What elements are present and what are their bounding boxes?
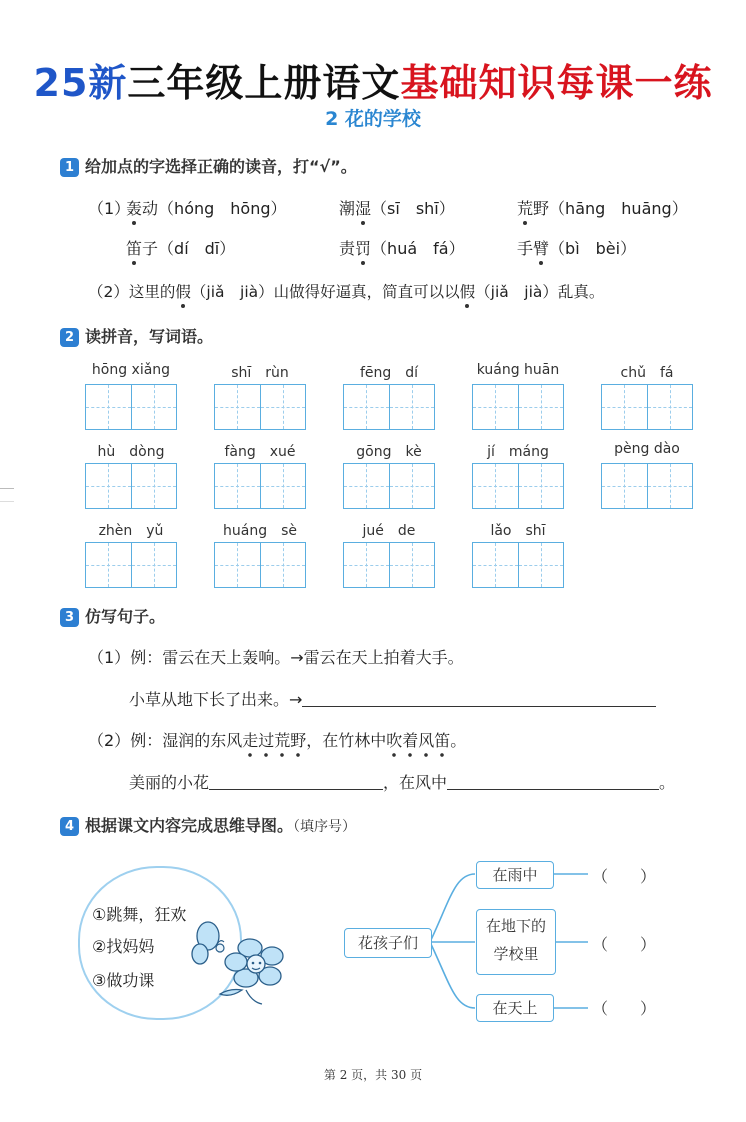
pinyin-options[interactable]: hāng huāng <box>565 199 672 218</box>
q4-prompt: 根据课文内容完成思维导图。 <box>85 816 294 835</box>
q3-prompt: 仿写句子。 <box>85 607 166 626</box>
writing-grid[interactable] <box>85 384 177 430</box>
q2-prompt: 读拼音，写词语。 <box>85 327 214 346</box>
pinyin-label: zhèn yǔ <box>98 523 164 539</box>
word-grid-item <box>472 520 564 588</box>
pinyin-label: lǎo shī <box>490 523 546 539</box>
writing-grid[interactable] <box>472 542 564 588</box>
writing-grid[interactable] <box>601 463 693 509</box>
lesson-title: 2 花的学校 <box>325 108 421 130</box>
q1-word-hongdong: 轰动（hóng hōng） <box>126 199 287 218</box>
pinyin-options[interactable]: bì bèi <box>565 239 621 258</box>
answer-blank[interactable] <box>209 789 383 790</box>
pinyin-label: fēng dí <box>359 365 419 381</box>
title-year: 25新 <box>33 61 128 105</box>
mind-map-branch-rain: 在雨中 <box>476 861 554 889</box>
answer-blank[interactable] <box>447 789 659 790</box>
pinyin-options[interactable]: hóng hōng <box>174 199 271 218</box>
dotted-phrase: 吹着风笛 <box>386 731 450 758</box>
writing-grid[interactable] <box>472 463 564 509</box>
writing-grid[interactable] <box>85 463 177 509</box>
q1-word-zefa: 责罚（huá fá） <box>339 239 465 258</box>
q1-word-huangye: 荒野（hāng huāng） <box>517 199 688 218</box>
pinyin-label: gōng kè <box>356 444 422 460</box>
word-grid-item <box>214 441 306 509</box>
q1-number-badge: 1 <box>60 158 79 177</box>
q1-word-chaoshi: 潮湿（sī shī） <box>339 199 455 218</box>
word-grid-item <box>214 520 306 588</box>
writing-grid[interactable] <box>343 463 435 509</box>
title-series: 基础知识每课一练 <box>400 61 713 105</box>
q1-word-dizi: 笛子（dí dī） <box>126 239 236 258</box>
pinyin-label: kuáng huān <box>476 362 560 378</box>
pinyin-label: fàng xué <box>224 444 296 460</box>
word-grid-item <box>85 441 177 509</box>
title-grade: 三年级上册语文 <box>127 61 401 105</box>
pinyin-label: chǔ fá <box>620 365 674 381</box>
pinyin-options[interactable]: sī shī <box>387 199 439 218</box>
option-2: ②找妈妈 <box>92 937 155 956</box>
q3-example2: （2）例：湿润的东风走过荒野，在竹林中吹着风笛。 <box>88 728 466 751</box>
writing-grid[interactable] <box>343 542 435 588</box>
writing-grid[interactable] <box>601 384 693 430</box>
pinyin-options[interactable]: dí dī <box>174 239 220 258</box>
page-number: 第 2 页，共 30 页 <box>323 1068 423 1082</box>
pinyin-label: huáng sè <box>223 523 297 539</box>
word-grid-item <box>472 362 564 430</box>
answer-paren-2[interactable]: （ ） <box>592 935 657 954</box>
mind-map-branch-school: 在地下的 学校里 <box>476 909 556 975</box>
word-grid-item <box>85 362 177 430</box>
pinyin-options[interactable]: （jiǎ jià） <box>190 283 274 301</box>
pinyin-label: shī rùn <box>231 365 289 381</box>
option-3: ③做功课 <box>92 971 155 990</box>
writing-grid[interactable] <box>472 384 564 430</box>
answer-blank[interactable] <box>302 706 656 707</box>
word-grid-item <box>343 441 435 509</box>
word-grid-item <box>85 520 177 588</box>
q3-task1: 小草从地下长了出来。→ <box>129 687 656 710</box>
q1-item2-sentence: （2）这里的假（jiǎ jià）山做得好逼真，简直可以以假（jiǎ jià）乱真。 <box>88 283 605 301</box>
word-grid-item <box>214 362 306 430</box>
q3-task2: 美丽的小花 ，在风中 。 <box>129 773 676 792</box>
mind-map-branch-sky: 在天上 <box>476 994 554 1022</box>
binding-mark <box>0 488 14 502</box>
pinyin-label: hù dòng <box>97 444 165 460</box>
answer-paren-1[interactable]: （ ） <box>592 867 657 886</box>
pinyin-label: pèng dào <box>614 441 680 457</box>
writing-grid[interactable] <box>85 542 177 588</box>
q1-word-shoubi: 手臂（bì bèi） <box>517 239 637 258</box>
q3-example1: （1）例：雷云在天上轰响。→雷云在天上拍着大手。 <box>88 648 464 667</box>
writing-grid[interactable] <box>214 542 306 588</box>
word-grid-item <box>343 362 435 430</box>
q1-heading <box>60 154 357 177</box>
writing-grid[interactable] <box>343 384 435 430</box>
q4-heading <box>60 813 356 836</box>
mind-map-center: 花孩子们 <box>344 928 432 958</box>
pinyin-label: jí máng <box>487 444 549 460</box>
q3-heading <box>60 604 165 627</box>
word-grid-item <box>601 362 693 430</box>
option-1: ①跳舞，狂欢 <box>92 905 187 924</box>
pinyin-options[interactable]: huá fá <box>387 239 449 258</box>
dotted-phrase: 走过荒野 <box>242 731 306 758</box>
q2-number-badge: 2 <box>60 328 79 347</box>
q3-number-badge: 3 <box>60 608 79 627</box>
page-title <box>0 52 746 107</box>
q4-note: （填序号） <box>293 819 357 835</box>
pinyin-options[interactable]: （jiǎ jià） <box>475 283 558 301</box>
q1-prompt: 给加点的字选择正确的读音，打“√”。 <box>85 157 357 176</box>
pinyin-label: jué de <box>362 523 416 539</box>
q2-heading <box>60 324 213 347</box>
word-grid-item <box>343 520 435 588</box>
writing-grid[interactable] <box>214 463 306 509</box>
writing-grid[interactable] <box>214 384 306 430</box>
q1-item1-label: （1） <box>88 199 131 218</box>
answer-paren-3[interactable]: （ ） <box>592 999 657 1018</box>
word-grid-item <box>601 441 693 509</box>
pinyin-label: hōng xiǎng <box>91 362 171 378</box>
q4-number-badge: 4 <box>60 817 79 836</box>
flower-butterfly-illustration <box>180 918 290 1008</box>
word-grid-item <box>472 441 564 509</box>
